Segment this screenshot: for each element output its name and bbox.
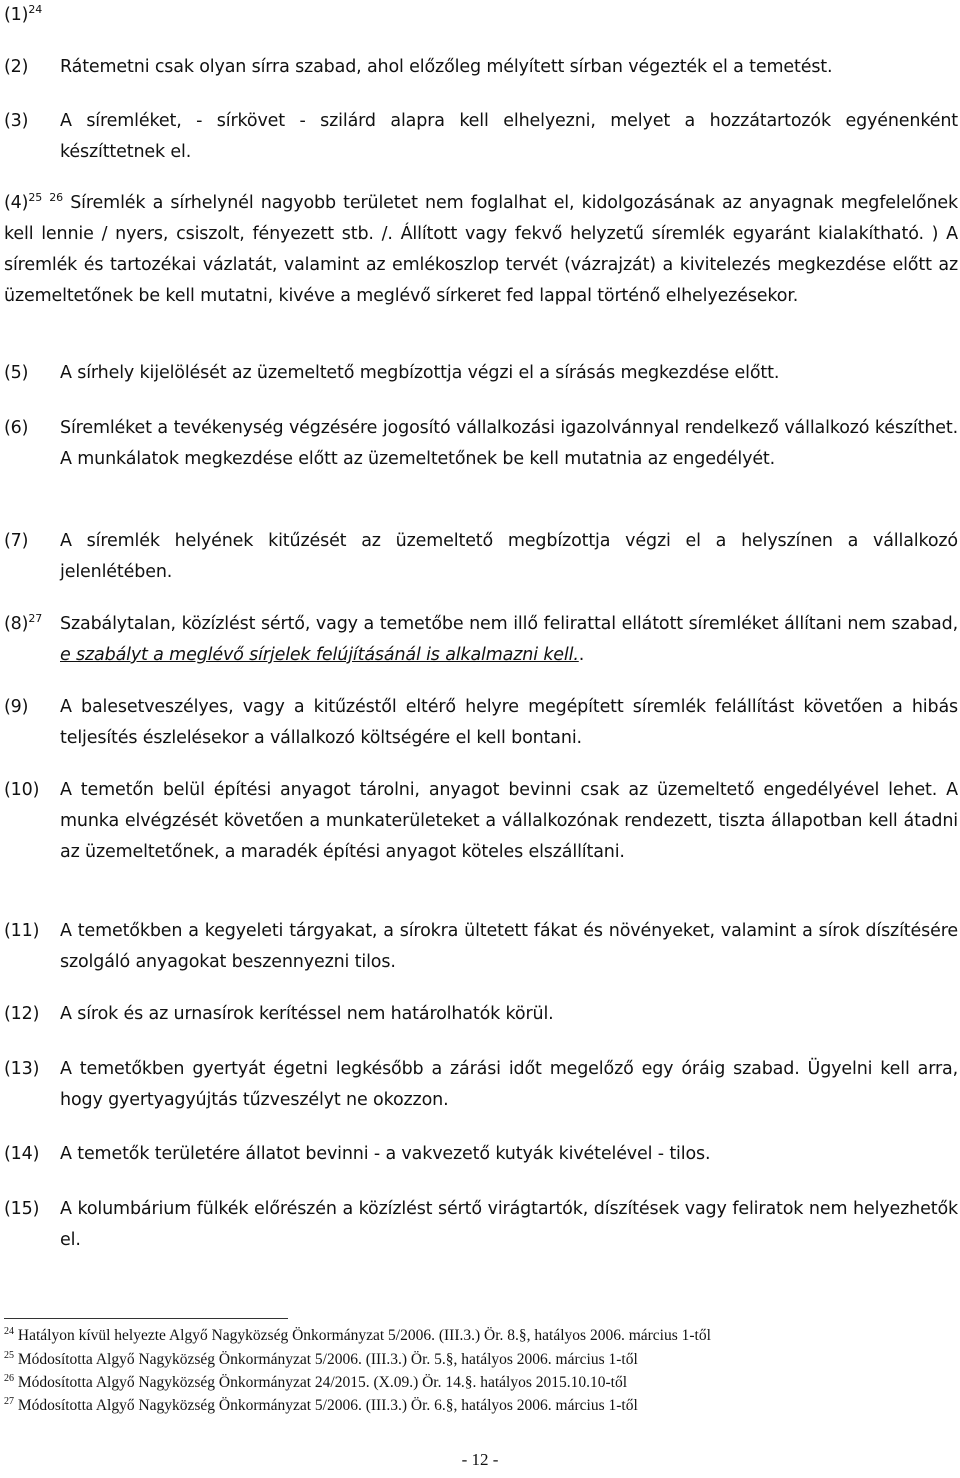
paragraph-14-number: (14): [4, 1144, 40, 1164]
paragraph-13-text: A temetőkben gyertyát égetni legkésőbb a zárási időt megelőző egy óráig szabad. Ügyelni kell arra, hogy gyertyagyújtás tűzveszélyt ne okozzon.: [60, 1059, 958, 1110]
footnote-27-text: Módosította Algyő Nagyközség Önkormányzat 5/2006. (III.3.) Ör. 6.§, hatályos 2006. március 1-től: [17, 1397, 638, 1414]
paragraph-8-italic: e szabályt a meglévő sírjelek felújításánál is alkalmazni kell.: [60, 645, 579, 665]
paragraph-9-text: A balesetveszélyes, vagy a kitűzéstől eltérő helyre megépített síremlék felállítást követően a hibás teljesítés észlelésekor a vállalkozó költségére el kell bontani.: [60, 697, 958, 748]
footnote-ref-27[interactable]: 27: [28, 612, 43, 626]
paragraph-6: [4, 413, 958, 475]
paragraph-7: [4, 526, 958, 588]
footnote-ref-24[interactable]: 24: [28, 3, 43, 17]
paragraph-4: [4, 188, 958, 312]
paragraph-2: [4, 52, 958, 83]
paragraph-11-number: (11): [4, 921, 40, 941]
paragraph-5: [4, 358, 958, 389]
paragraph-10-text: A temetőn belül építési anyagot tárolni, anyagot bevinni csak az üzemeltető engedélyével lehet. A munka elvégzését követően a munkaterületeket a vállalkozónak rendezett, tiszta állapotban kell átadni az üzemeltetőnek, a maradék építési anyagot köteles elszállítani.: [60, 780, 958, 862]
paragraph-14-text: A temetők területére állatot bevinni - a vakvezető kutyák kivételével - tilos.: [60, 1144, 711, 1164]
paragraph-4-number: (4): [4, 193, 29, 213]
paragraph-15: [4, 1194, 958, 1256]
paragraph-11: [4, 916, 958, 978]
paragraph-6-text: Síremléket a tevékenység végzésére jogosító vállalkozási igazolvánnyal rendelkező vállalkozó készíthet. A munkálatok megkezdése előtt az üzemeltetőnek be kell mutatnia az engedélyét.: [60, 418, 958, 469]
paragraph-1: [4, 0, 958, 31]
page-number: - 12 -: [461, 1450, 499, 1469]
footnote-24-mark: 24: [4, 1325, 14, 1337]
paragraph-3-number: (3): [4, 111, 29, 131]
paragraph-8-text: [60, 609, 958, 671]
paragraph-6-number: (6): [4, 418, 29, 438]
paragraph-11-text: A temetőkben a kegyeleti tárgyakat, a sírokra ültetett fákat és növényeket, valamint a sírok díszítésére szolgáló anyagokat beszennyezni tilos.: [60, 921, 958, 972]
paragraph-8-body: Szabálytalan, közízlést sértő, vagy a temetőbe nem illő felirattal ellátott síremléket állítani nem szabad,: [60, 614, 958, 634]
paragraph-7-text: A síremlék helyének kitűzését az üzemeltető megbízottja végzi el a helyszínen a vállalkozó jelenlétében.: [60, 531, 958, 582]
paragraph-8-tail: .: [578, 645, 585, 665]
paragraph-15-text: A kolumbárium fülkék előrészén a közízlést sértő virágtartók, díszítések vagy feliratok nem helyezhetők el.: [60, 1199, 958, 1250]
paragraph-12: [4, 999, 958, 1030]
paragraph-10-number: (10): [4, 780, 40, 800]
footnote-26: [4, 1373, 954, 1393]
footnote-26-text: Módosította Algyő Nagyközség Önkormányzat 24/2015. (X.09.) Ör. 14.§. hatályos 2015.10.10-től: [17, 1374, 628, 1391]
paragraph-5-number: (5): [4, 363, 29, 383]
footnote-24-text: Hatályon kívül helyezte Algyő Nagyközség Önkormányzat 5/2006. (III.3.) Ör. 8.§, hatályos 2006. március 1-től: [17, 1327, 711, 1344]
paragraph-12-number: (12): [4, 1004, 40, 1024]
paragraph-1-number: (1): [4, 5, 29, 25]
paragraph-5-text: A sírhely kijelölését az üzemeltető megbízottja végzi el a sírásás megkezdése előtt.: [60, 363, 780, 383]
paragraph-2-text: Rátemetni csak olyan sírra szabad, ahol előzőleg mélyített sírban végezték el a temetést.: [60, 57, 833, 77]
footnote-26-mark: 26: [4, 1372, 14, 1384]
footnote-27: [4, 1396, 954, 1416]
footnote-24: [4, 1326, 954, 1346]
paragraph-9-number: (9): [4, 697, 29, 717]
paragraph-3-text: A síremléket, - sírkövet - szilárd alapra kell elhelyezni, melyet a hozzátartozók egyénenként készíttetnek el.: [60, 111, 958, 162]
paragraph-3: [4, 106, 958, 168]
footnote-25: [4, 1350, 954, 1370]
paragraph-14: [4, 1139, 958, 1170]
footnote-27-mark: 27: [4, 1395, 14, 1407]
footnote-25-text: Módosította Algyő Nagyközség Önkormányzat 5/2006. (III.3.) Ör. 5.§, hatályos 2006. március 1-től: [17, 1351, 638, 1368]
paragraph-10: [4, 775, 958, 868]
paragraph-8-number-label: (8): [4, 614, 29, 634]
paragraph-4-body: Síremlék a sírhelynél nagyobb területet nem foglalhat el, kidolgozásának az anyagnak megfelelőnek kell lennie / nyers, csiszolt, fényezett stb. /. Állított vagy fekvő helyzetű síremlék egyaránt kialakítható. ) A síremlék és tartozékai vázlatát, valamint az emlékoszlop tervét (vázrajzát) a kivitelezés megkezdése előtt az üzemeltetőnek be kell mutatni, kivéve a meglévő sírkeret fed lappal történő elhelyezésekor.: [4, 193, 959, 306]
paragraph-4-text: [4, 188, 958, 312]
paragraph-12-text: A sírok és az urnasírok kerítéssel nem határolhatók körül.: [60, 1004, 554, 1024]
footnote-separator: [4, 1318, 288, 1319]
footnote-25-mark: 25: [4, 1349, 14, 1361]
paragraph-2-number: (2): [4, 57, 29, 77]
footnote-ref-25[interactable]: 25: [28, 191, 43, 205]
paragraph-13: [4, 1054, 958, 1116]
paragraph-8: [4, 609, 958, 671]
paragraph-8-number: [4, 609, 42, 640]
footnote-ref-26[interactable]: 26: [49, 191, 63, 205]
paragraph-13-number: (13): [4, 1059, 40, 1079]
paragraph-7-number: (7): [4, 531, 29, 551]
paragraph-15-number: (15): [4, 1199, 40, 1219]
paragraph-9: [4, 692, 958, 754]
